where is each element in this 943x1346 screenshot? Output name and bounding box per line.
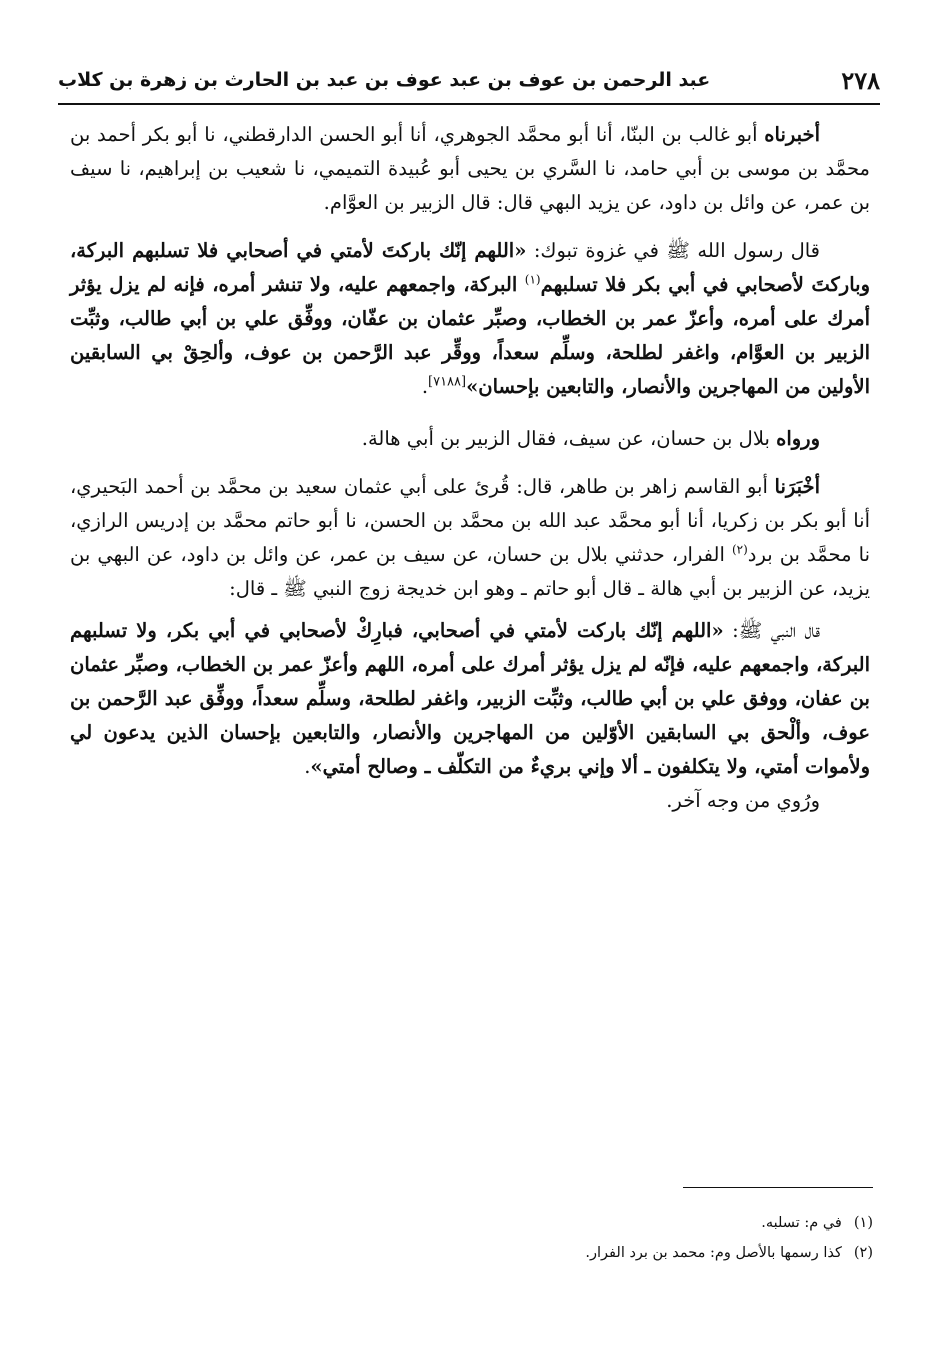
footnote-text: في م: تسلبه. — [761, 1215, 842, 1231]
paragraph-isnad-2 — [70, 470, 870, 606]
paragraph-gap — [70, 220, 870, 234]
hadith-intro: قال النبي ﷺ: — [723, 619, 820, 642]
sentence-end: . — [421, 375, 429, 398]
hadith-quote: «اللهم إنّك باركتَ لأمتي في أصحابي فلا تسلبهم البركة، وباركتَ لأصحابي في أبي بكر فلا تسلبهم — [70, 239, 870, 296]
paragraph-closing — [70, 784, 870, 818]
hadith-reference-number: [٧١٨٨] — [428, 374, 467, 390]
paragraph-riwaya — [70, 422, 870, 456]
paragraph-hadith-2 — [70, 614, 870, 784]
hadith-quote-continued: البركة، واجمعهم عليه، ولا تنشر أمره، فإنه لم يزل يؤثر أمرك على أمره، وأعزّ عمر بن الخطاب، وصبِّر عثمان بن عفّان، ووفِّق علي بن أبي طالب، وثبِّت الزبير بن العوَّام، واغفر لطلحة، وسلِّم سعداً، ووقِّر عبد الرَّحمن بن عوف، وألحِقْ بي السابقين الأولين من المهاجرين والأنصار، والتابعين بإحسان» — [70, 273, 870, 398]
lead-word: أخْبَرَنا — [774, 475, 820, 498]
page-header — [58, 58, 880, 102]
paragraph-gap — [70, 606, 870, 614]
footnote-2 — [70, 1238, 873, 1268]
footnote-rule — [683, 1187, 873, 1188]
footnote-number: (١) — [853, 1215, 873, 1231]
paragraph-gap — [70, 404, 870, 422]
paragraph-gap — [70, 456, 870, 470]
lead-word: أخبرناه — [764, 123, 820, 146]
header-rule — [58, 103, 880, 105]
paragraph-text: أبو غالب بن البنّا، أنا أبو محمَّد الجوهري، أنا أبو الحسن الدارقطني، نا أبو بكر أحمد بن محمَّد بن موسى بن أبي حامد، نا السَّري بن يحيى أبو عُبيدة التميمي، نا شعيب بن إبراهيم، نا سيف بن عمر، عن وائل بن داود، عن يزيد البهي قال: قال الزبير بن العوَّام. — [70, 123, 870, 214]
paragraph-text-continued: الفرار، حدثني بلال بن حسان، عن سيف بن عمر، عن وائل بن داود، عن البهي بن يزيد، عن الزبير بن أبي هالة ـ قال أبو حاتم ـ وهو ابن خديجة زوج النبي ﷺ ـ قال: — [70, 543, 870, 600]
sentence-end: . — [304, 755, 311, 778]
lead-word: ورواه — [776, 427, 820, 450]
footnote-1 — [70, 1208, 873, 1238]
footnotes — [70, 1208, 873, 1268]
paragraph-hadith-1 — [70, 234, 870, 404]
page-number: ٢٧٨ — [841, 65, 880, 95]
paragraph-text: أبو القاسم زاهر بن طاهر، قال: قُرئ على أبي عثمان سعيد بن محمَّد بن أحمد البَحيري، أنا أبو بكر بن زكريا، أنا أبو محمَّد عبد الله بن محمَّد بن الحسن، نا أبو حاتم محمَّد بن إدريس الرازي، نا محمَّد بن برد — [70, 475, 870, 566]
hadith-quote: «اللهم إنّك باركت لأمتي في أصحابي، فبارِكْ لأصحابي في أبي بكر، ولا تسلبهم البركة، واجمعهم عليه، فإنّه لم يزل يؤثر أمرك على أمره، اللهم وأعزّ عمر بن الخطاب، وصبِّر عثمان بن عفان، ووفق علي بن أبي طالب، وثبِّت الزبير، واغفر لطلحة، وسلِّم سعداً، ووفِّق عبد الرَّحمن بن عوف، وألْحق بي السابقين الأوّلين من المهاجرين والأنصار، والتابعين بإحسان الذين يدعون لي ولأموات أمتي، ولا يتكلفون ـ ألا وإني بريءٌ من التكلّف ـ وصالح أمتي» — [70, 619, 870, 778]
running-head: عبد الرحمن بن عوف بن عبد عوف بن عبد بن الحارث بن زهرة بن كلاب — [58, 69, 711, 91]
footnote-marker-1: (١) — [524, 272, 541, 287]
main-text — [70, 118, 870, 818]
footnote-marker-2: (٢) — [731, 542, 748, 557]
paragraph-text: بلال بن حسان، عن سيف، فقال الزبير بن أبي هالة. — [361, 427, 777, 450]
footnote-text: كذا رسمها بالأصل وم: محمد بن برد الفرار. — [585, 1245, 842, 1261]
footnote-number: (٢) — [853, 1245, 873, 1261]
paragraph-isnad-1 — [70, 118, 870, 220]
paragraph-text: ورُوي من وجه آخر. — [666, 789, 820, 812]
hadith-intro: قال رسول الله ﷺ في غزوة تبوك: — [526, 239, 820, 262]
